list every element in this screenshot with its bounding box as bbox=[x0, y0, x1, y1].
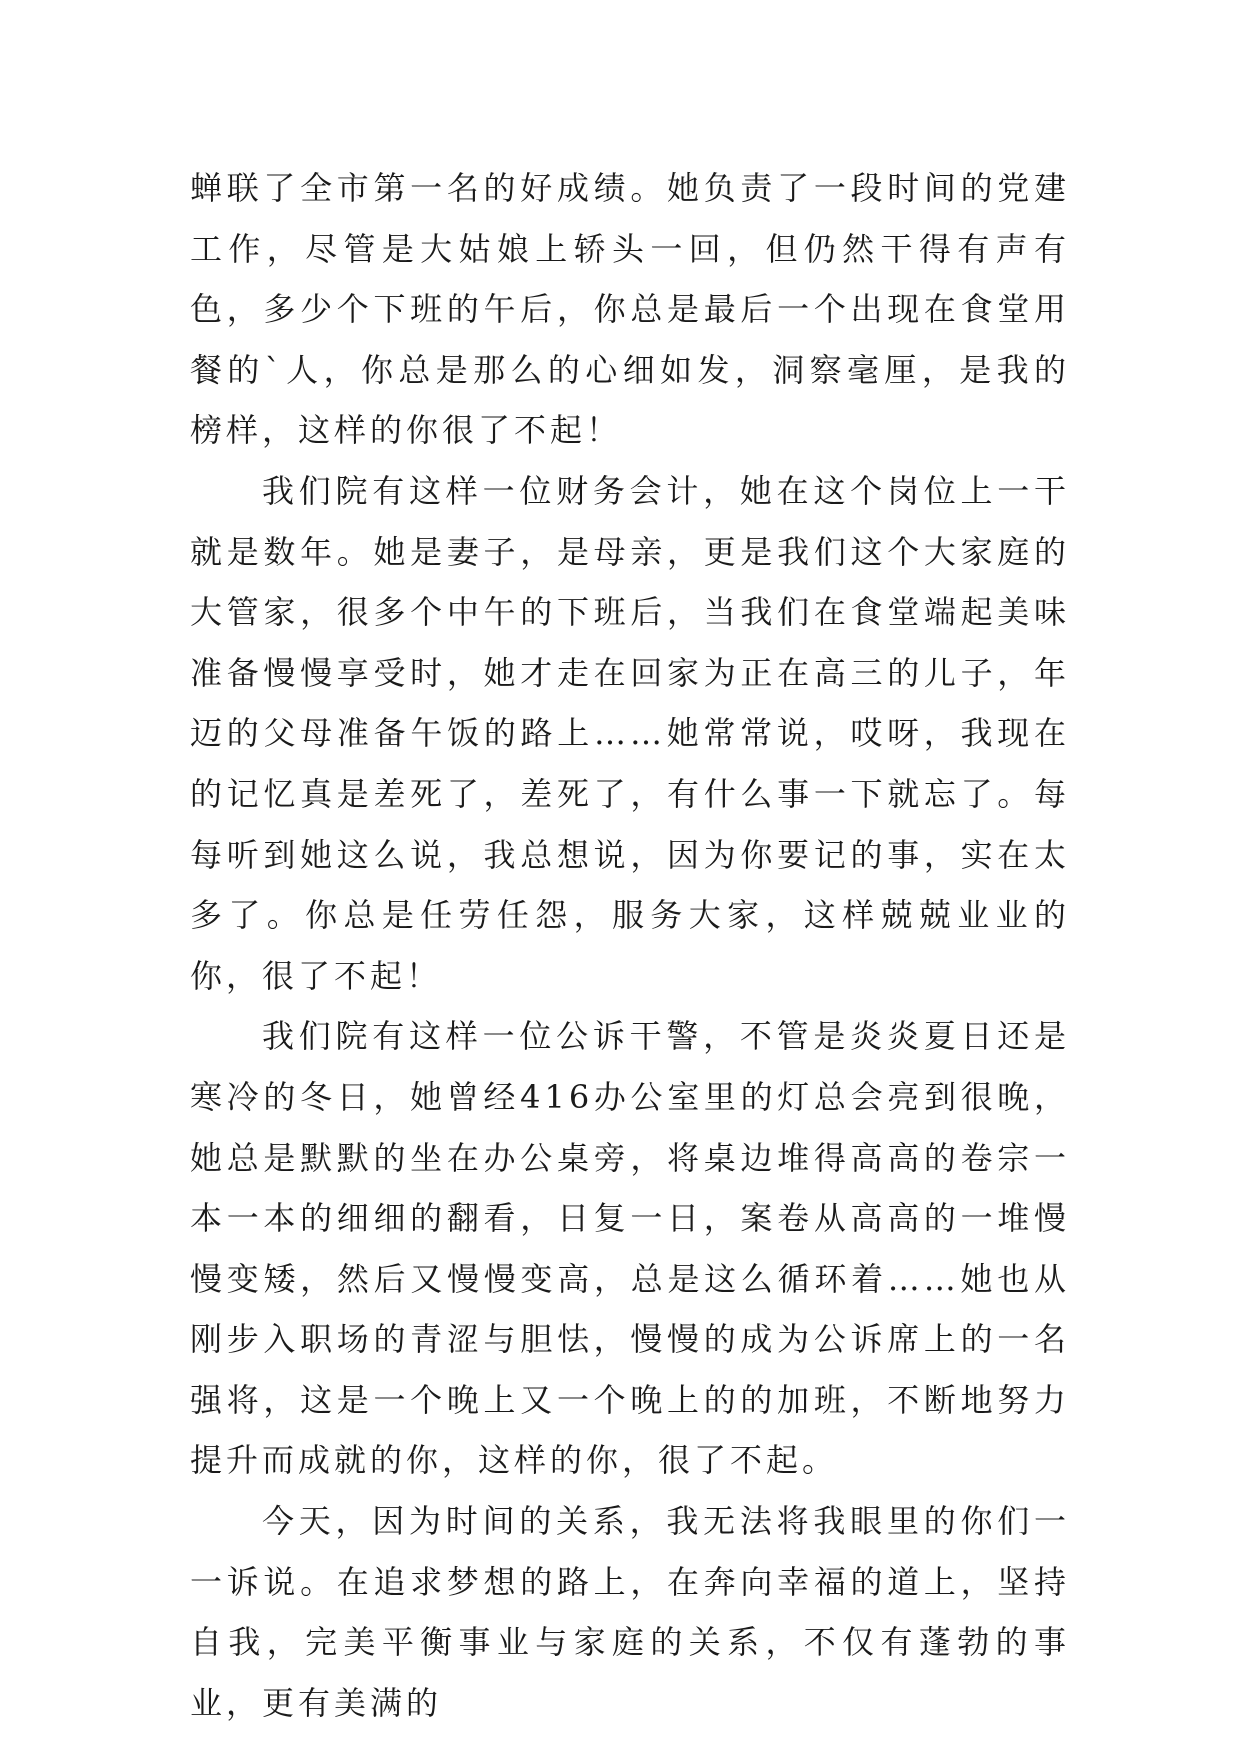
document-body bbox=[190, 158, 1070, 1733]
paragraph-continuation: 蝉联了全市第一名的好成绩。她负责了一段时间的党建工作，尽管是大姑娘上轿头一回，但仍然干得有声有色，多少个下班的午后，你总是最后一个出现在食堂用餐的`人，你总是那么的心细如发，洞察毫厘，是我的榜样，这样的你很了不起！ bbox=[190, 169, 1070, 450]
paragraph-finance-accountant: 我们院有这样一位财务会计，她在这个岗位上一干就是数年。她是妻子，是母亲，更是我们这个大家庭的大管家，很多个中午的下班后，当我们在食堂端起美味准备慢慢享受时，她才走在回家为正在高三的儿子，年迈的父母准备午饭的路上……她常常说，哎呀，我现在的记忆真是差死了，差死了，有什么事一下就忘了。每每听到她这么说，我总想说，因为你要记的事，实在太多了。你总是任劳任怨，服务大家，这样兢兢业业的你，很了不起！ bbox=[190, 471, 1070, 995]
paragraph-today: 今天，因为时间的关系，我无法将我眼里的你们一一诉说。在追求梦想的路上，在奔向幸福的道上，坚持自我，完美平衡事业与家庭的关系，不仅有蓬勃的事业，更有美满的 bbox=[190, 1502, 1070, 1722]
paragraph-prosecutor: 我们院有这样一位公诉干警，不管是炎炎夏日还是寒冷的冬日，她曾经416办公室里的灯总会亮到很晚，她总是默默的坐在办公桌旁，将桌边堆得高高的卷宗一本一本的细细的翻看，日复一日，案卷从高高的一堆慢慢变矮，然后又慢慢变高，总是这么循环着……她也从刚步入职场的青涩与胆怯，慢慢的成为公诉席上的一名强将，这是一个晚上又一个晚上的的加班，不断地努力提升而成就的你，这样的你，很了不起。 bbox=[190, 1017, 1070, 1480]
